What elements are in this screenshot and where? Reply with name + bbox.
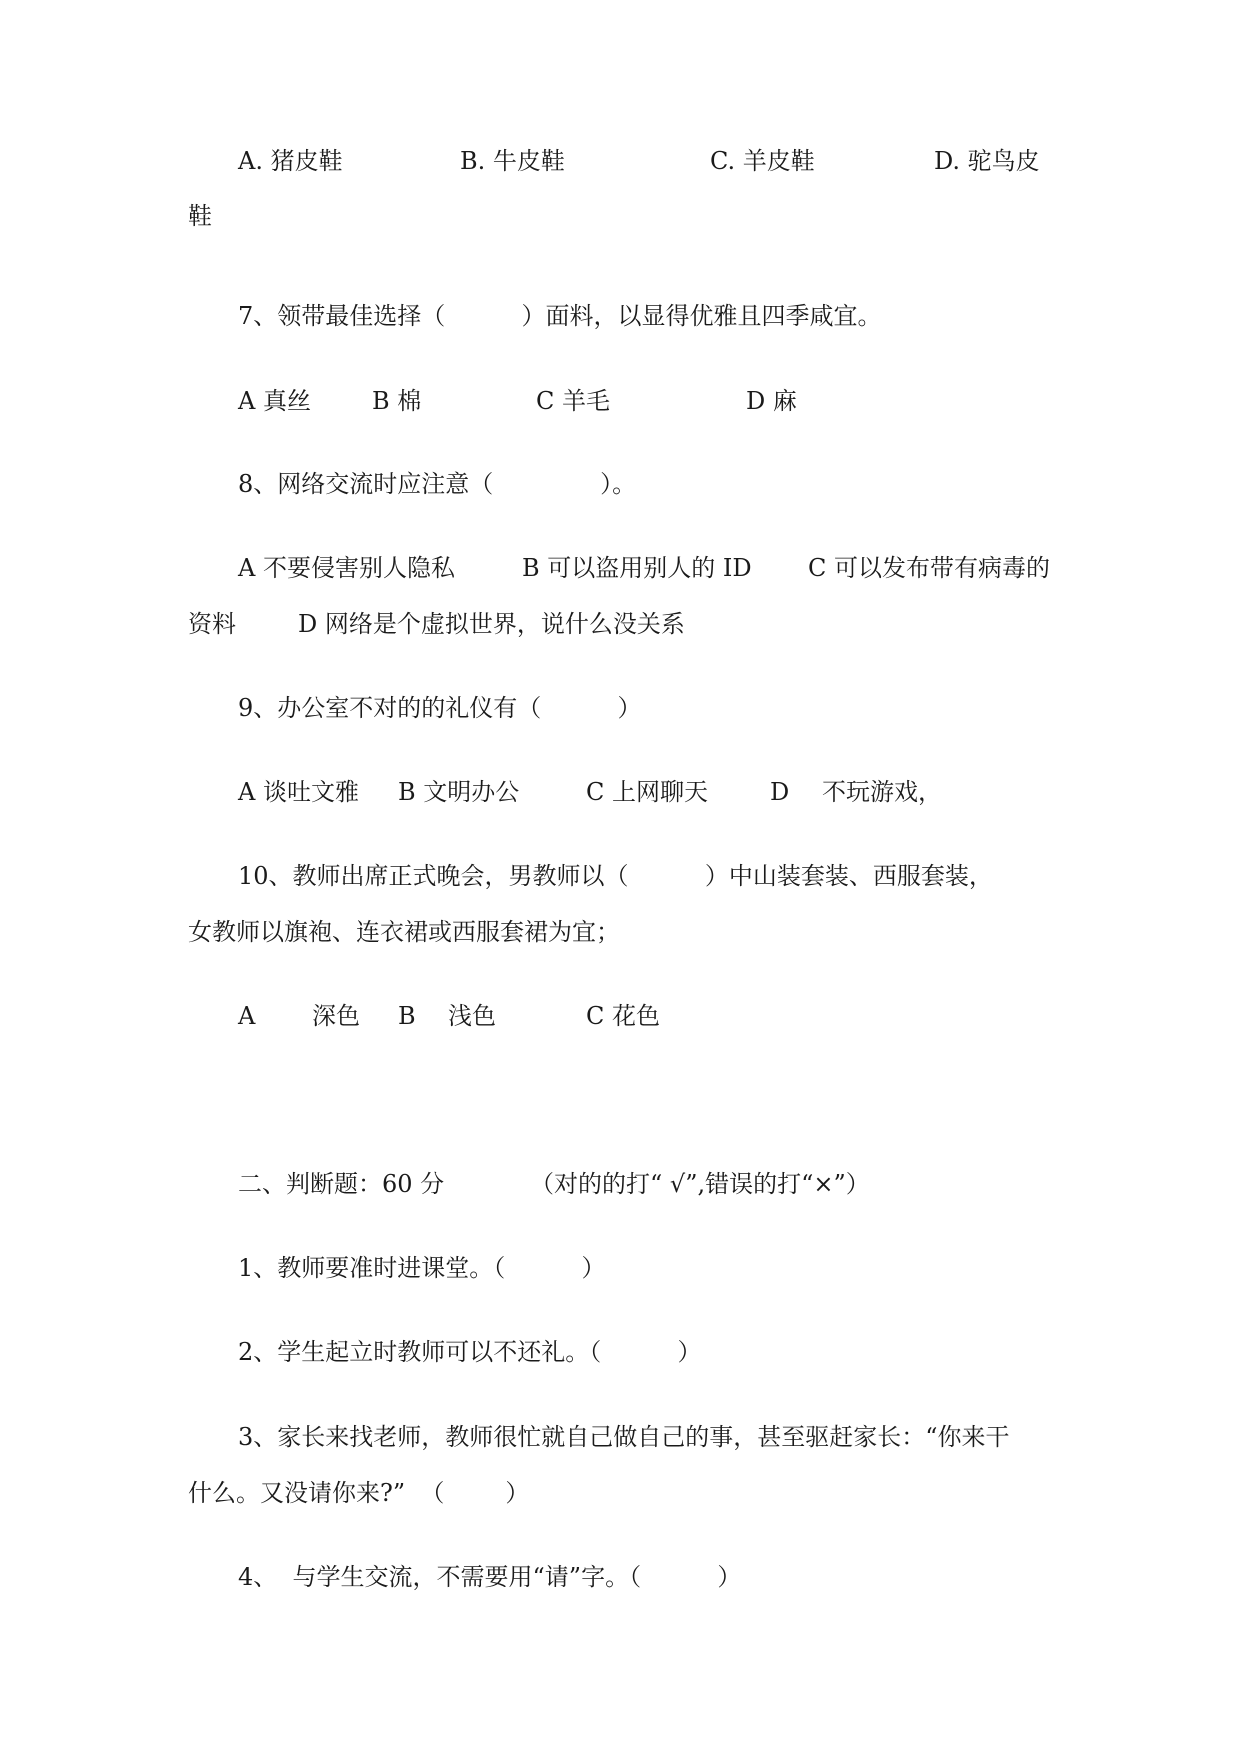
q9-option-d-letter: D bbox=[770, 778, 790, 806]
q10-option-a-letter: A bbox=[238, 1002, 256, 1030]
q10-option-b-letter: B bbox=[398, 1002, 416, 1030]
q7-option-c: C 羊毛 bbox=[536, 387, 610, 415]
section-heading: 二、判断题：60 分 bbox=[238, 1170, 445, 1198]
q8-option-d: D 网络是个虚拟世界，说什么没关系 bbox=[298, 610, 685, 638]
q6-option-a: A. 猪皮鞋 bbox=[238, 147, 343, 175]
q7-option-d: D 麻 bbox=[746, 387, 797, 415]
judgment-item-1: 1、教师要准时进课堂。（ ） bbox=[238, 1254, 606, 1282]
q6-option-c: C. 羊皮鞋 bbox=[710, 147, 815, 175]
q10-stem-wrap: 女教师以旗袍、连衣裙或西服套裙为宜； bbox=[188, 918, 620, 946]
q6-option-b: B. 牛皮鞋 bbox=[460, 147, 565, 175]
q8-option-a: A 不要侵害别人隐私 bbox=[238, 554, 455, 582]
q10-option-b-text: 浅色 bbox=[448, 1002, 496, 1030]
q10-stem: 10、教师出席正式晚会，男教师以（ ）中山装套装、西服套装， bbox=[238, 862, 993, 890]
q7-stem: 7、领带最佳选择（ ）面料，以显得优雅且四季咸宜。 bbox=[238, 302, 882, 330]
q8-option-b: B 可以盗用别人的 ID bbox=[522, 554, 752, 582]
q10-option-a-text: 深色 bbox=[312, 1002, 360, 1030]
q9-option-c: C 上网聊天 bbox=[586, 778, 708, 806]
judgment-item-2: 2、学生起立时教师可以不还礼。（ ） bbox=[238, 1338, 702, 1366]
q9-option-b: B 文明办公 bbox=[398, 778, 520, 806]
q9-option-a: A 谈吐文雅 bbox=[238, 778, 359, 806]
q8-option-c-wrap: 资料 bbox=[188, 610, 236, 638]
q8-option-c: C 可以发布带有病毒的 bbox=[808, 554, 1050, 582]
q8-stem: 8、网络交流时应注意（ ）。 bbox=[238, 470, 637, 498]
q6-option-d-wrap: 鞋 bbox=[188, 202, 212, 230]
judgment-item-4: 4、 与学生交流，不需要用“请”字。（ ） bbox=[238, 1563, 742, 1591]
q10-option-c: C 花色 bbox=[586, 1002, 660, 1030]
section-note: （对的的打“ √”,错误的打“×”） bbox=[530, 1170, 870, 1198]
judgment-item-3-wrap: 什么。又没请你来?” （ ） bbox=[188, 1479, 530, 1507]
q7-option-a: A 真丝 bbox=[238, 387, 311, 415]
q6-option-d: D. 驼鸟皮 bbox=[934, 147, 1040, 175]
q9-option-d-text: 不玩游戏， bbox=[822, 778, 942, 806]
q9-stem: 9、办公室不对的的礼仪有（ ） bbox=[238, 694, 642, 722]
q7-option-b: B 棉 bbox=[372, 387, 422, 415]
judgment-item-3: 3、家长来找老师，教师很忙就自己做自己的事，甚至驱赶家长：“你来干 bbox=[238, 1423, 1010, 1451]
